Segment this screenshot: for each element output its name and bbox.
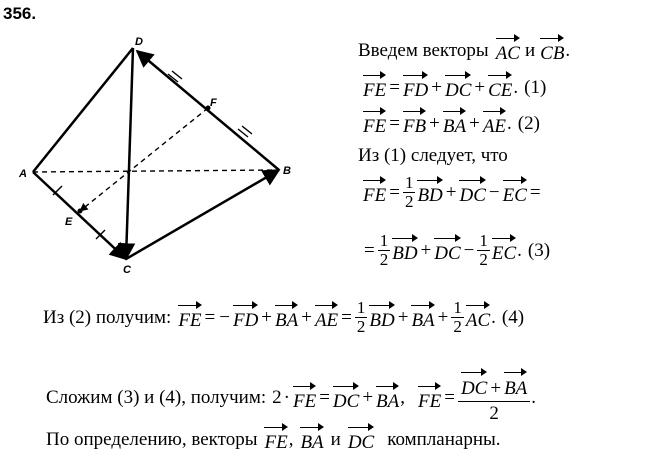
label-A: A: [19, 168, 27, 180]
equation-1: FE = FD + DC + CE . (1): [362, 73, 546, 102]
vector-FB: FB: [403, 109, 426, 138]
vector-AC: AC: [466, 303, 490, 332]
vector-FE: FE: [363, 73, 386, 102]
vector-EC: EC: [503, 178, 527, 207]
vector-FD: FD: [403, 73, 428, 102]
and-text: и: [524, 39, 536, 61]
equation-4: Из (2) получим: FE = − FD + BA + AE = $\frac{1}{2}$ BD + BA + $\frac{1}{2}$ AC . (4): [43, 298, 525, 336]
vector-FE: FE: [418, 384, 441, 413]
vector-FD: FD: [233, 303, 258, 332]
equation-1-label: (1): [524, 76, 547, 98]
intro-text: Введем векторы: [358, 39, 489, 61]
vector-BD: BD: [392, 236, 417, 265]
vector-EC: EC: [492, 236, 516, 265]
vector-AC: AC: [496, 36, 520, 65]
equation-2-label: (2): [517, 112, 540, 134]
edge-AB-dashed: [33, 170, 276, 172]
sum-text: Сложим (3) и (4), получим:: [46, 387, 267, 408]
fraction-sum-over-2: $\frac{DC + BA}{2}$: [458, 370, 530, 426]
vector-BA: BA: [376, 384, 399, 413]
vector-FE: FE: [264, 425, 287, 454]
vector-BD: BD: [369, 303, 394, 332]
conclusion-prefix: По определению, векторы: [46, 428, 258, 450]
vector-DC: DC: [348, 425, 374, 454]
intro-line: Введем векторы AC и CB .: [358, 36, 570, 65]
fraction-half: $\frac{1}{2}$: [479, 231, 488, 269]
fraction-half: $\frac{1}{2}$: [379, 231, 389, 269]
conclusion-and: и: [330, 428, 341, 450]
segment-FE-dashed: [80, 108, 208, 211]
vector-FE: FE: [363, 109, 386, 138]
fraction-half: $\frac{1}{2}$: [356, 298, 366, 336]
fraction-half: $\frac{1}{2}$: [404, 173, 414, 211]
label-D: D: [135, 36, 143, 48]
vector-FE: FE: [178, 303, 201, 332]
vector-BA: BA: [504, 370, 527, 401]
edge-AD: [33, 48, 133, 172]
conclusion: По определению, векторы FE , BA и DC компланарны.: [46, 425, 501, 454]
point-E: [78, 209, 83, 214]
label-F: F: [210, 97, 217, 109]
coefficient-2: 2: [272, 387, 282, 408]
fraction-half: $\frac{1}{2}$: [453, 298, 462, 336]
tetrahedron-figure: [0, 0, 310, 285]
from-2-text: Из (2) получим:: [43, 306, 172, 328]
vector-BA: BA: [300, 425, 323, 454]
vector-BD: BD: [417, 178, 442, 207]
vector-BA: BA: [443, 109, 466, 138]
vector-DC: DC: [459, 178, 485, 207]
label-E: E: [65, 216, 73, 228]
edge-CB: [126, 170, 279, 259]
vector-BA: BA: [411, 303, 434, 332]
vector-DC: DC: [461, 370, 487, 401]
vector-DC: DC: [445, 73, 471, 102]
edge-AC: [33, 172, 126, 259]
vector-CE: CE: [488, 73, 512, 102]
label-C: C: [123, 264, 131, 276]
vector-FE: FE: [293, 384, 316, 413]
vector-BA: BA: [275, 303, 298, 332]
label-B: B: [283, 165, 291, 177]
vector-FE: FE: [363, 178, 386, 207]
edge-DC: [126, 48, 133, 259]
tick-marks: [53, 71, 252, 239]
equation-3-label: (3): [527, 239, 551, 261]
equation-4-label: (4): [501, 306, 525, 328]
equation-derived-a: FE = $\frac{1}{2}$ BD + DC − EC =: [363, 173, 541, 211]
vector-CB: CB: [540, 36, 564, 65]
equation-3: = $\frac{1}{2}$ BD + DC − $\frac{1}{2}$ EC . (3): [364, 231, 551, 269]
vector-AE: AE: [483, 109, 506, 138]
vector-DC: DC: [434, 236, 460, 265]
problem-number: 356.: [3, 4, 37, 23]
from-1-text: Из (1) следует, что: [358, 145, 508, 166]
equation-2: FE = FB + BA + AE . (2): [362, 109, 540, 138]
sum-equation: Сложим (3) и (4), получим: 2 · FE = DC + BA , FE = $\frac{DC + BA}{2}$ .: [46, 370, 536, 426]
conclusion-suffix: компланарны.: [387, 428, 501, 450]
vector-DC: DC: [333, 384, 359, 413]
vector-AE: AE: [315, 303, 338, 332]
